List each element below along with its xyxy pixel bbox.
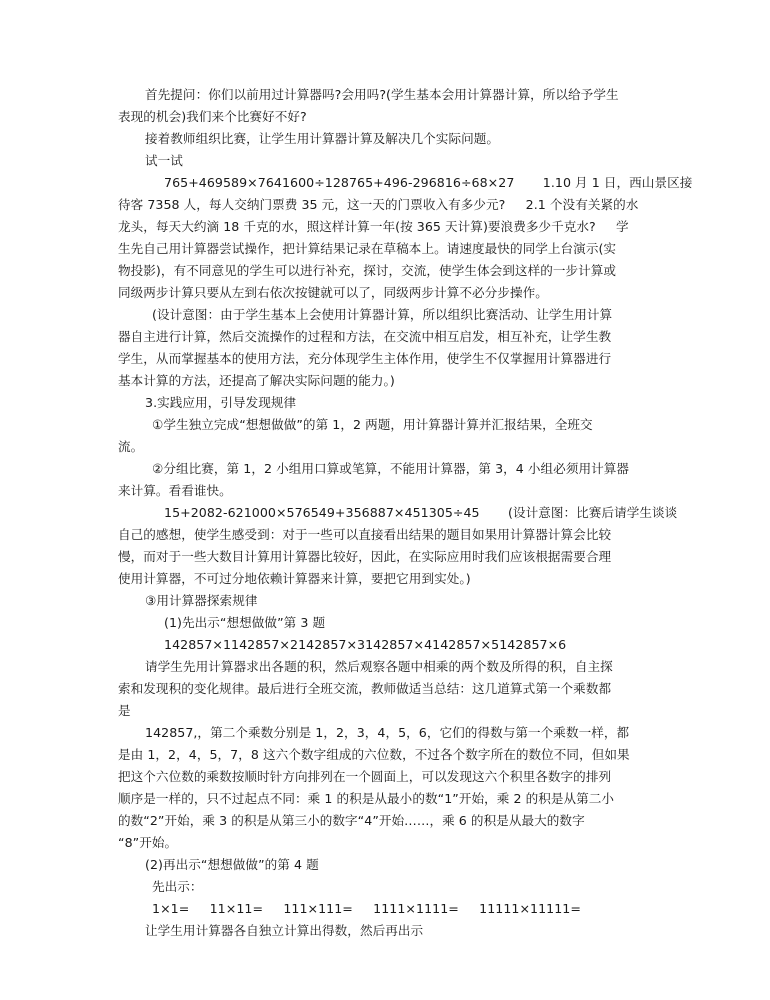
text-line: 龙头，每天大约滴 18 千克的水，照这样计算一年(按 365 天计算)要浪费多少千克水? 学 — [118, 219, 629, 234]
text-line: 流。 — [118, 439, 144, 454]
text-line: 先出示： — [152, 879, 203, 894]
text-line: 自己的感想，使学生感受到：对于一些可以直接看出结果的题目如果用计算器计算会比较 — [118, 527, 612, 542]
text-line: 物投影)，有不同意见的学生可以进行补充，探讨，交流，使学生体会到这样的一步计算或 — [118, 263, 617, 278]
text-line: 来计算。看看谁快。 — [118, 483, 232, 498]
text-line: 生先自己用计算器尝试操作，把计算结果记录在草稿本上。请速度最快的同学上台演示(实 — [118, 241, 617, 256]
text-line: 让学生用计算器各自独立计算出得数，然后再出示 — [145, 923, 424, 938]
text-line: 顺序是一样的，只不过起点不同：乘 1 的积是从最小的数“1”开始，乘 2 的积是从第二小 — [118, 791, 615, 806]
text-line: ②分组比赛，第 1，2 小组用口算或笔算，不能用计算器，第 3，4 小组必须用计算器 — [152, 461, 630, 476]
text-line: 把这个六位数的乘数按顺时针方向排列在一个圆面上，可以发现这六个积里各数字的排列 — [118, 769, 612, 784]
text-line: 是 — [118, 703, 131, 718]
text-line: 1×1= 11×11= 111×111= 1111×1111= 11111×11111= — [152, 901, 581, 916]
text-line: (2)再出示“想想做做”的第 4 题 — [145, 857, 319, 872]
text-line: “8”开始。 — [118, 835, 178, 850]
text-line: 慢，而对于一些大数目计算用计算器比较好，因此，在实际应用时我们应该根据需要合理 — [118, 549, 612, 564]
text-line: 请学生先用计算器求出各题的积，然后观察各题中相乘的两个数及所得的积，自主探 — [145, 659, 613, 674]
text-line: 765+469589×7641600÷128765+496-296816÷68×27 1.10 月 1 日，西山景区接 — [164, 175, 693, 190]
text-line: 的数“2”开始，乘 3 的积是从第三小的数字“4”开始……，乘 6 的积是从最大的数字 — [118, 813, 585, 828]
text-line: 使用计算器，不可过分地依赖计算器来计算，要把它用到实处。) — [118, 571, 471, 586]
text-line: 首先提问：你们以前用过计算器吗?会用吗?(学生基本会用计算器计算，所以给予学生 — [145, 87, 619, 102]
text-line: 索和发现积的变化规律。最后进行全班交流，教师做适当总结：这几道算式第一个乘数都 — [118, 681, 612, 696]
text-line: ③用计算器探索规律 — [145, 593, 258, 608]
text-line: 同级两步计算只要从左到右依次按键就可以了，同级两步计算不必分步操作。 — [118, 285, 548, 300]
text-line: 试一试 — [145, 153, 183, 168]
text-line: 待客 7358 人，每人交纳门票费 35 元，这一天的门票收入有多少元? 2.1 个没有关紧的水 — [118, 197, 639, 212]
text-line: 3.实践应用，引导发现规律 — [145, 395, 297, 410]
text-line: (1)先出示“想想做做”第 3 题 — [164, 615, 326, 630]
text-line: 学生，从而掌握基本的使用方法，充分体现学生主体作用，使学生不仅掌握用计算器进行 — [118, 351, 612, 366]
text-line: 基本计算的方法，还提高了解决实际问题的能力。) — [118, 373, 395, 388]
document-body — [118, 84, 693, 942]
text-line: 142857×1142857×2142857×3142857×4142857×5142857×6 — [164, 637, 567, 652]
text-line: 142857,，第二个乘数分别是 1，2，3，4，5，6，它们的得数与第一个乘数一样，都 — [145, 725, 630, 740]
text-line: 接着教师组织比赛，让学生用计算器计算及解决几个实际问题。 — [145, 131, 500, 146]
text-line: 是由 1，2，4，5，7，8 这六个数字组成的六位数，不过各个数字所在的数位不同，但如果 — [118, 747, 630, 762]
text-line: ①学生独立完成“想想做做”的第 1，2 两题，用计算器计算并汇报结果，全班交 — [152, 417, 593, 432]
text-line: 器自主进行计算，然后交流操作的过程和方法，在交流中相互启发，相互补充，让学生教 — [118, 329, 612, 344]
text-line: (设计意图：由于学生基本上会使用计算器计算，所以组织比赛活动、让学生用计算 — [152, 307, 613, 322]
text-line: 表现的机会)我们来个比赛好不好? — [118, 109, 307, 124]
text-line: 15+2082-621000×576549+356887×451305÷45 (设计意图：比赛后请学生谈谈 — [164, 505, 678, 520]
